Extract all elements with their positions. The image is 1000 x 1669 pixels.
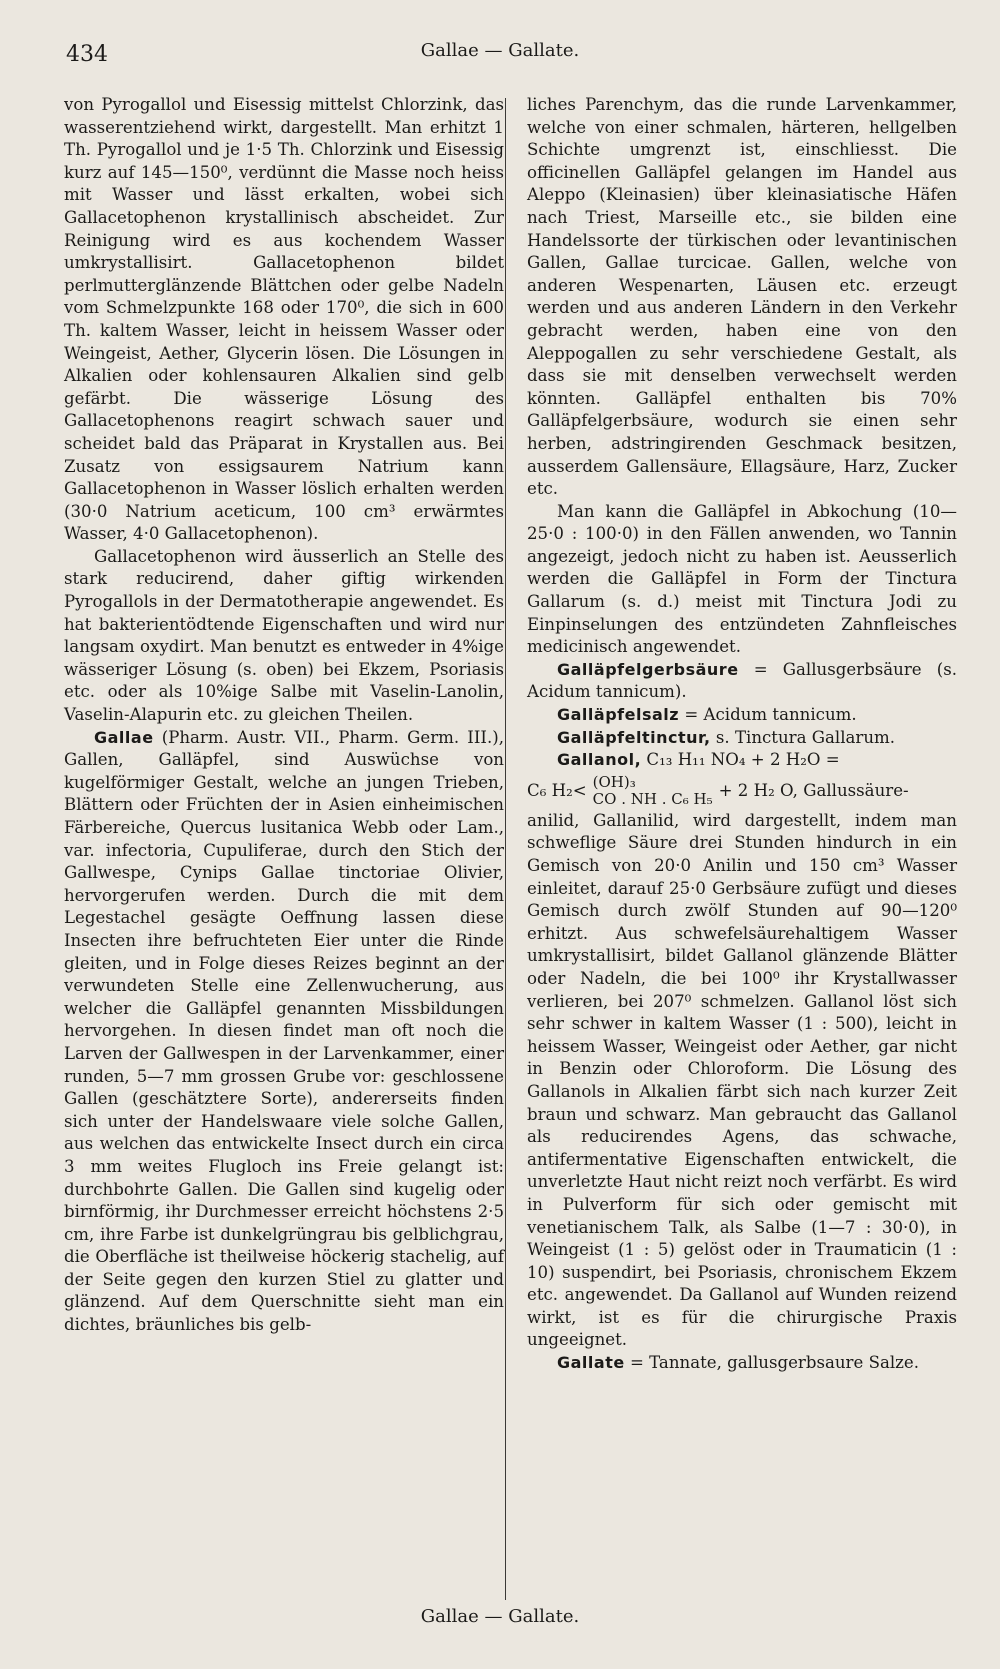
entry-paragraph [64,727,504,1337]
paragraph-text: s. Tinctura Gallarum. [710,727,896,747]
text-paragraph [527,501,957,659]
paragraph-text: = Acidum tannicum. [679,705,857,725]
entry-paragraph [527,1352,957,1375]
right-column [527,94,957,1375]
paragraph-text: Man kann die Galläpfel in Abkochung (10—25·0 : 100·0) in den Fällen anwenden, wo Tannin angezeigt, jedoch nicht zu haben ist. Aeusserlich werden die Galläpfel in Form der Tinctura Gallarum (s. d.) meist mit Tinctura Jodi zu Einpinselungen des entzündeten Zahnfleisches medicinisch angewendet. [527,501,957,657]
entry-paragraph [527,727,957,750]
paragraph-text: = Gallusgerbsäure (s. Acidum tannicum). [527,659,957,702]
paragraph-text: C₁₃ H₁₁ NO₄ + 2 H₂O = [641,750,840,770]
entry-term: Galläpfelgerbsäure [557,659,739,679]
entry-paragraph [527,704,957,727]
entry-term: Gallae [94,727,154,747]
formula-top: (OH)₃ [592,772,636,791]
left-column [64,94,504,1337]
running-footer: Gallae — Gallate. [420,1606,580,1627]
column-divider [505,98,506,1600]
formula-bottom: CO . NH . C₆ H₅ [592,789,713,808]
formula-left: C₆ H₂< [527,780,587,800]
text-paragraph [527,810,957,1352]
entry-term: Gallate [557,1353,625,1373]
entry-term: Gallanol, [557,750,642,770]
paragraph-text: Gallacetophenon wird äusserlich an Stelle des stark reducirend, daher giftig wirkenden Pyrogallols in der Dermatotherapie angewendet. Es hat bakterientödtende Eigenschaften und wird nur langsam oxydirt. Man benutzt es entweder in 4%ige wässeriger Lösung (s. oben) bei Ekzem, Psoriasis etc. oder als 10%ige Salbe mit Vaselin-Lanolin, Vaselin-Alapurin etc. zu gleichen Theilen. [64,546,504,725]
formula-right: + 2 H₂ O, Gallussäure- [718,780,909,800]
entry-paragraph [527,749,957,772]
page-number: 434 [66,42,108,67]
paragraph-text: (Pharm. Austr. VII., Pharm. Germ. III.), Gallen, Galläpfel, sind Auswüchse von kugelförmiger Gestalt, welche an jungen Trieben, Blättern oder Früchten der in Asien einheimischen Färbereiche, Quercus lusitanica Webb oder Lam., var. infectoria, Cupuliferae, durch den Stich der Gallwespe, Cynips Gallae tinctoriae Olivier, hervorgerufen werden. Durch die mit dem Legestachel gesägte Oeffnung lassen diese Insecten ihre befruchteten Eier unter die Rinde gleiten, und in Folge dieses Reizes beginnt an der verwundeten Stelle eine Zellenwucherung, aus welcher die Galläpfel genannten Missbildungen hervorgehen. In diesen findet man oft noch die Larven der Gallwespen in der Larvenkammer, einer runden, 5—7 mm grossen Grube vor: geschlossene Gallen (geschätztere Sorte), andererseits finden sich unter der Handelswaare viele solche Gallen, aus welchen das entwickelte Insect durch ein circa 3 mm weites Flugloch ins Freie gelangt ist: durchbohrte Gallen. Die Gallen sind kugelig oder birnförmig, ihr Durchmesser erreicht höchstens 2·5 cm, ihre Farbe ist dunkelgrüngrau bis gelblichgrau, die Oberfläche ist theilweise höckerig stachelig, auf der Seite gegen den kurzen Stiel zu glatter und glänzend. Auf dem Querschnitte sieht man ein dichtes, bräunliches bis gelb- [64,727,504,1335]
paragraph-text: liches Parenchym, das die runde Larvenkammer, welche von einer schmalen, härteren, hellgelben Schichte umgrenzt ist, einschliesst. Die officinellen Galläpfel gelangen im Handel aus Aleppo (Kleinasien) über kleinasiatische Häfen nach Triest, Marseille etc., sie bilden eine Handelssorte der türkischen oder levantinischen Gallen, Gallae turcicae. Gallen, welche von anderen Wespenarten, Läusen etc. erzeugt werden und aus anderen Ländern in den Verkehr gebracht werden, haben eine von den Aleppogallen zu sehr verschiedene Gestalt, als dass sie mit denselben verwechselt werden könnten. Galläpfel enthalten bis 70% Galläpfelgerbsäure, wodurch sie einen sehr herben, adstringirenden Geschmack besitzen, ausserdem Gallensäure, Ellagsäure, Harz, Zucker etc. [527,95,957,499]
entry-paragraph [527,659,957,704]
formula-branch [593,774,713,808]
text-paragraph [527,94,957,501]
entry-term: Galläpfelsalz [557,705,680,725]
paragraph-text: von Pyrogallol und Eisessig mittelst Chlorzink, das wasserentziehend wirkt, dargestellt. Man erhitzt 1 Th. Pyrogallol und je 1·5 Th. Chlorzink und Eisessig kurz auf 145—150⁰, verdünnt die Masse noch heiss mit Wasser und lässt erkalten, wobei sich Gallacetophenon krystallinisch abscheidet. Zur Reinigung wird es aus kochendem Wasser umkrystallisirt. Gallacetophenon bildet perlmutterglänzende Blättchen oder gelbe Nadeln vom Schmelzpunkte 168 oder 170⁰, die sich in 600 Th. kaltem Wasser, leicht in heissem Wasser oder Weingeist, Aether, Glycerin lösen. Die Lösungen in Alkalien oder kohlensauren Alkalien sind gelb gefärbt. Die wässerige Lösung des Gallacetophenons reagirt schwach sauer und scheidet bald das Präparat in Krystallen aus. Bei Zusatz von essigsaurem Natrium kann Gallacetophenon in Wasser löslich erhalten werden (30·0 Natrium aceticum, 100 cm³ erwärmtes Wasser, 4·0 Gallacetophenon). [64,95,504,544]
entry-term: Galläpfeltinctur, [557,727,711,747]
running-header: Gallae — Gallate. [420,40,580,61]
paragraph-text: anilid, Gallanilid, wird dargestellt, indem man schweflige Säure drei Stunden hindurch in ein Gemisch von 20·0 Anilin und 150 cm³ Wasser einleitet, darauf 25·0 Gerbsäure zufügt und dieses Gemisch durch zwölf Stunden auf 90—120⁰ erhitzt. Aus schwefelsäurehaltigem Wasser umkrystallisirt, bildet Gallanol glänzende Blätter oder Nadeln, die bei 100⁰ ihr Krystallwasser verlieren, bei 207⁰ schmelzen. Gallanol löst sich sehr schwer in kaltem Wasser (1 : 500), leicht in heissem Wasser, Weingeist oder Aether, gar nicht in Benzin oder Chloroform. Die Lösung des Gallanols in Alkalien färbt sich nach kurzer Zeit braun und schwarz. Man gebraucht das Gallanol als reducirendes Agens, das schwache, antifermentative Eigenschaften entwickelt, die unverletzte Haut nicht reizt noch verfärbt. Es wird in Pulverform für sich oder gemischt mit venetianischem Talk, als Salbe (1—7 : 30·0), in Weingeist (1 : 5) gelöst oder in Traumaticin (1 : 10) suspendirt, bei Psoriasis, chronischem Ekzem etc. angewendet. Da Gallanol auf Wunden reizend wirkt, ist es für die chirurgische Praxis ungeeignet. [527,810,957,1350]
chemical-formula [527,774,957,808]
text-paragraph [64,546,504,727]
paragraph-text: = Tannate, gallusgerbsaure Salze. [624,1353,919,1373]
text-paragraph [64,94,504,546]
